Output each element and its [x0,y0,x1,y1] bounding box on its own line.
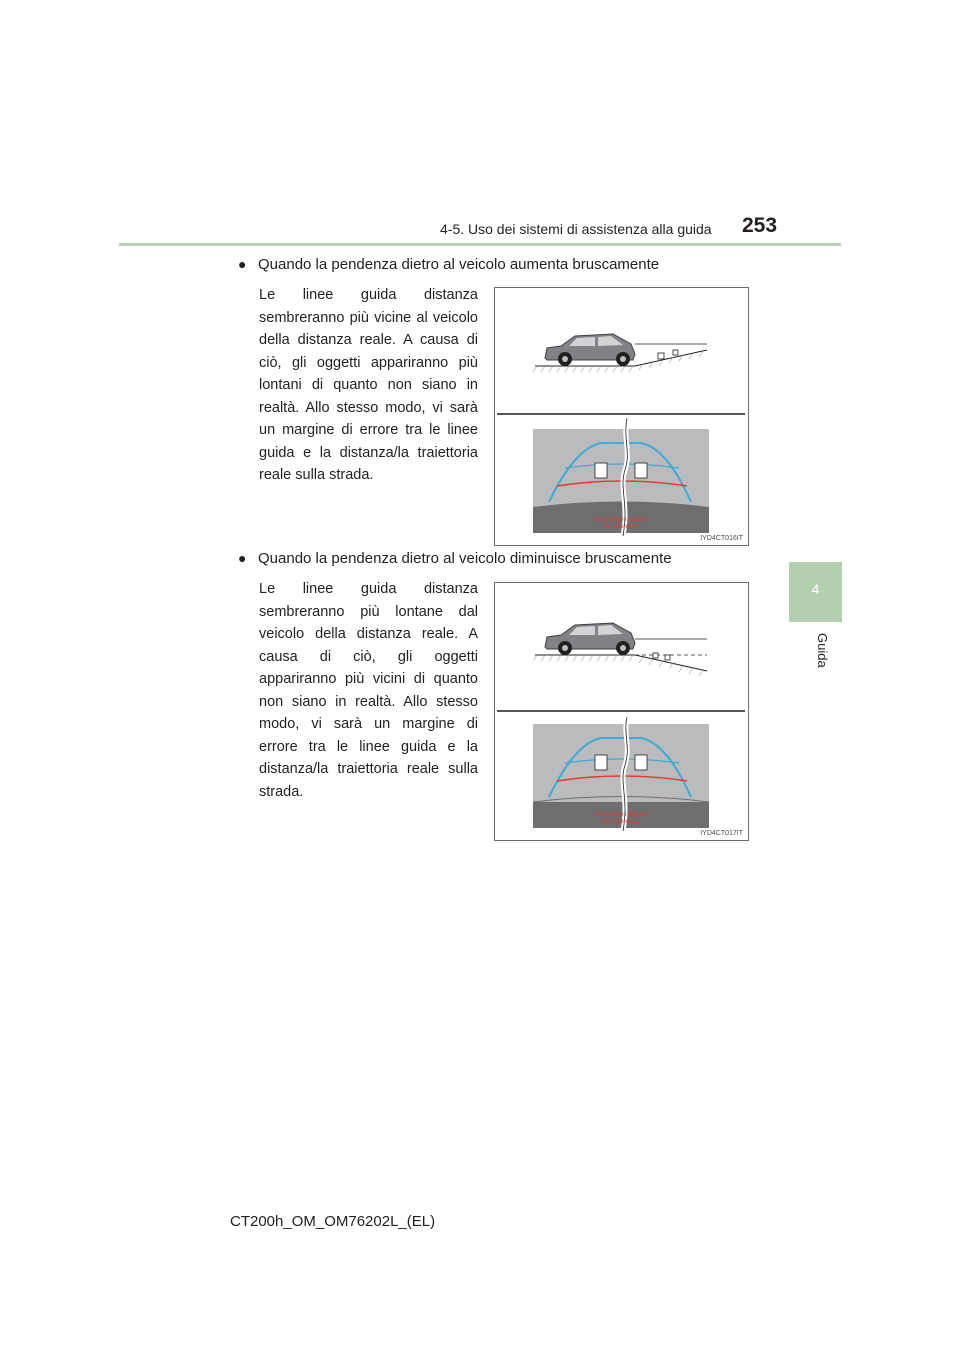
illustration-slope-down [495,583,750,842]
screen-caption-1: Controllare i dintorni [594,517,648,523]
page-number: 253 [742,214,778,237]
bullet-icon: ● [238,256,247,272]
section-heading-slope-up [238,256,659,273]
bullet-icon: ● [238,550,247,566]
figure-slope-up [494,287,749,546]
section-header-title: 4-5. Uso dei sistemi di assistenza alla guida [440,221,712,237]
screen-caption-2: per sicurezza. [602,524,640,530]
figure-slope-down [494,582,749,841]
illustration-slope-up [495,288,750,547]
screen-caption-1: Controllare i dintorni [594,812,648,818]
figure-code: IYD4CT017IT [700,830,743,837]
header-rule [119,243,841,246]
chapter-label: Guida [815,633,830,668]
screen-caption-2: per sicurezza. [602,819,640,825]
section-body-slope-up: Le linee guida distanza sembreranno più vicine al veicolo della distanza reale. A causa di ciò, gli oggetti appariranno più lontani di quanto non siano in realtà. Allo stesso modo, vi sarà un margine di errore tra le linee guida e la distanza/la traiettoria reale sulla strada. [259,287,478,483]
chapter-number: 4 [811,581,820,597]
footer-doc-code: CT200h_OM_OM76202L_(EL) [230,1213,436,1230]
section-heading-text: Quando la pendenza dietro al veicolo aumenta bruscamente [258,256,660,273]
section-heading-text: Quando la pendenza dietro al veicolo diminuisce bruscamente [258,550,672,567]
section-body-slope-down: Le linee guida distanza sembreranno più lontane dal veicolo della distanza reale. A causa di ciò, gli oggetti appariranno più vicini di quanto non siano in realtà. Allo stesso modo, vi sarà un margine di errore tra le linee guida e la distanza/la traiettoria reale sulla strada. [259,581,478,800]
chapter-tab [789,562,842,622]
section-heading-slope-down [238,550,672,567]
figure-code: IYD4CT016IT [700,535,743,542]
